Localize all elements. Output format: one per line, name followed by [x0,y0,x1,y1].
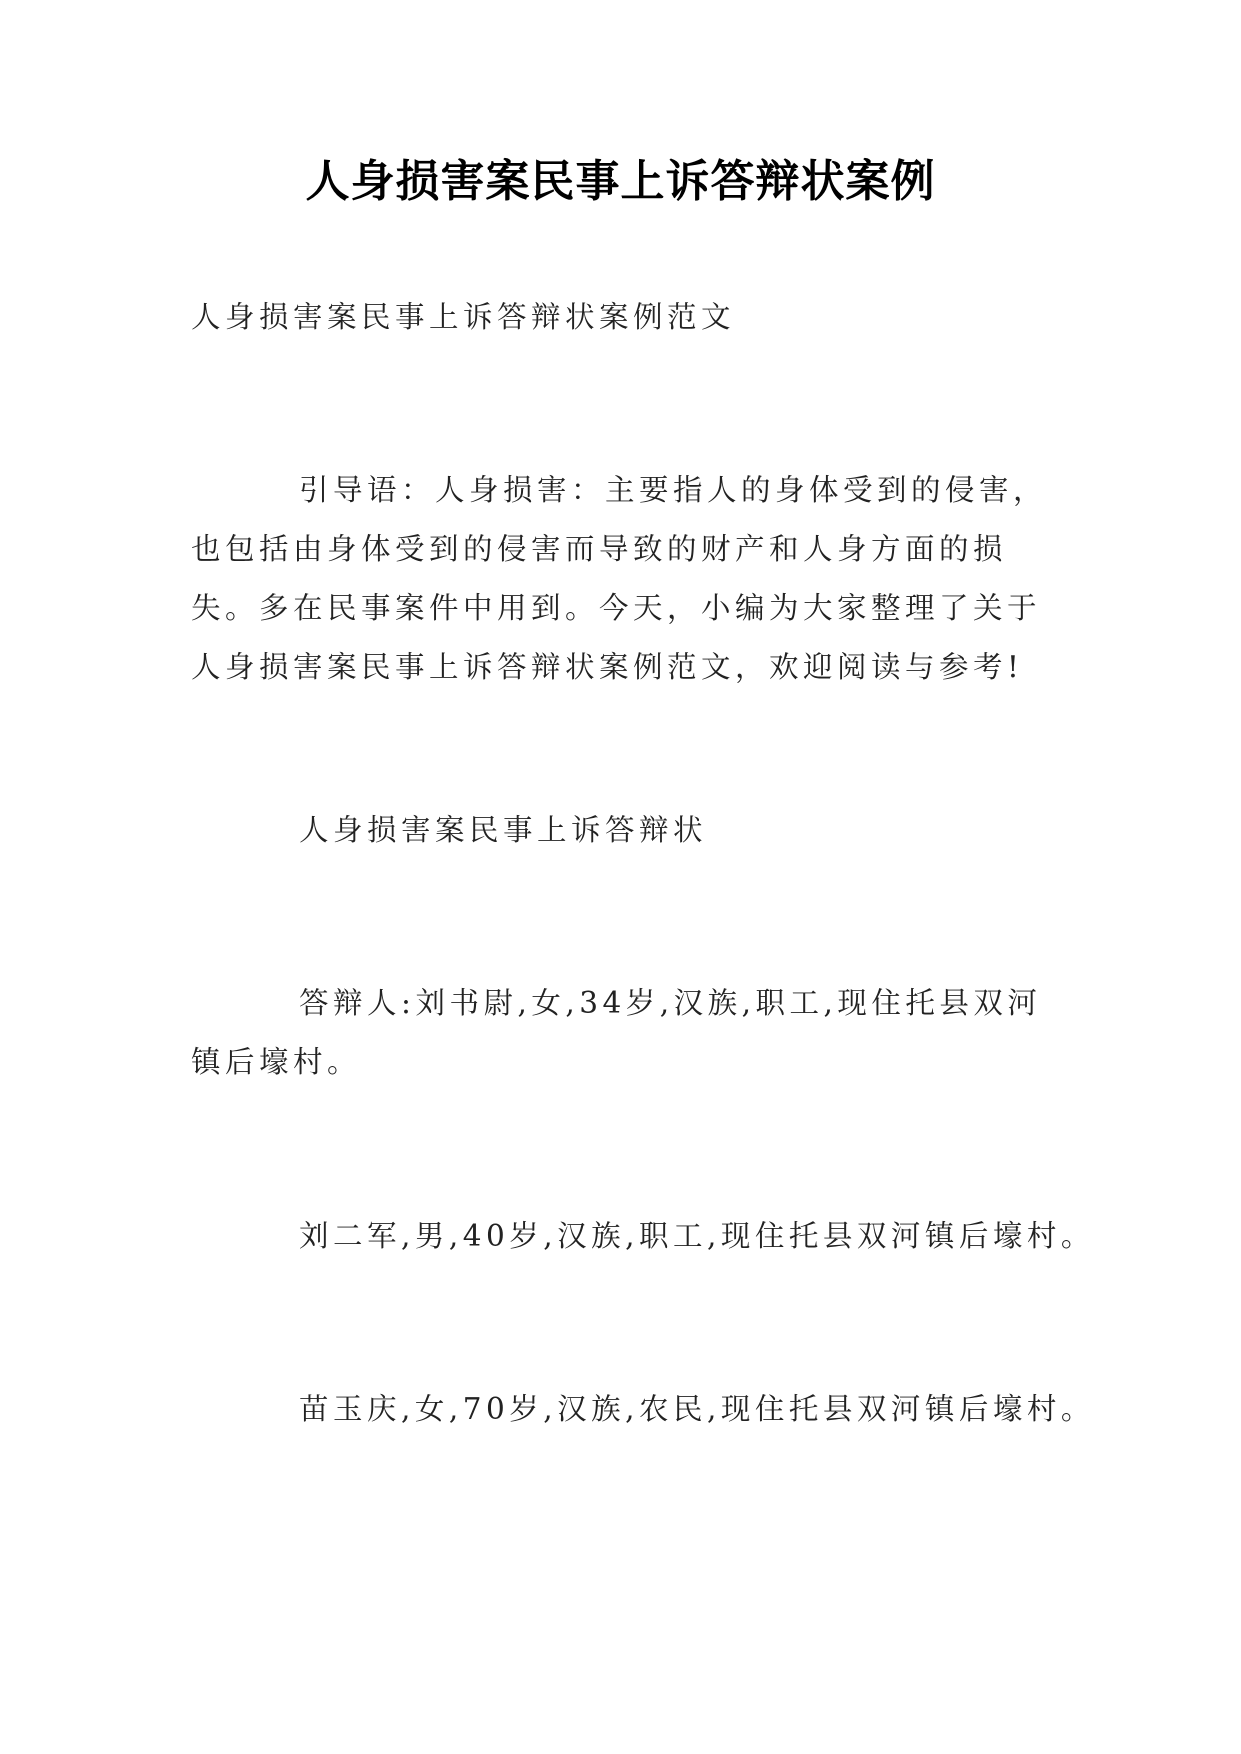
party-paragraph-3: 苗玉庆,女,70岁,汉族,农民,现住托县双河镇后壕村。 [299,1392,1095,1426]
party-paragraph-2: 刘二军,男,40岁,汉族,职工,现住托县双河镇后壕村。 [299,1219,1095,1253]
respondent-paragraph: 答辩人:刘书尉,女,34岁,汉族,职工,现住托县双河镇后壕村。 [191,986,1042,1079]
intro-paragraph: 引导语：人身损害：主要指人的身体受到的侵害，也包括由身体受到的侵害而导致的财产和人身方面的损失。多在民事案件中用到。今天，小编为大家整理了关于人身损害案民事上诉答辩状案例范文，欢迎阅读与参考! [191,473,1048,684]
document-title: 人身损害案民事上诉答辩状案例 [305,156,936,207]
document-subtitle: 人身损害案民事上诉答辩状案例范文 [191,300,736,334]
section-heading: 人身损害案民事上诉答辩状 [299,813,708,847]
